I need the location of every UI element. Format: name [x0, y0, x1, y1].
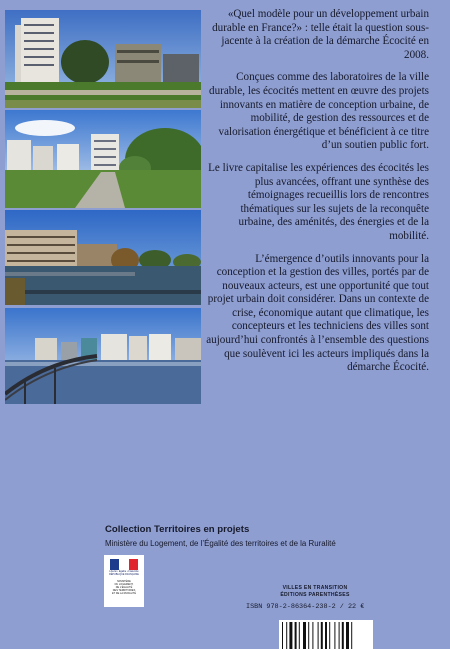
collection-title: Collection Territoires en projets	[105, 524, 250, 535]
cover-photo-2	[5, 110, 201, 208]
cover-photo-4	[5, 308, 201, 404]
ministry-name: Ministère du Logement, de l’Égalité des territoires et de la Ruralité	[105, 539, 336, 548]
french-flag-icon	[110, 559, 138, 570]
blurb-paragraph: «Quel modèle pour un développement urbain durable en France?» : telle était la question sous-jacente à la création de la démarche Écocité en 2008.	[212, 8, 429, 61]
republique-francaise-logo	[104, 555, 144, 607]
barcode-bar	[289, 622, 292, 649]
barcode-bar	[303, 622, 306, 649]
publisher-block	[257, 585, 373, 599]
blurb-paragraph: Conçues comme des laboratoires de la ville durable, les écocités mettent en œuvre des projets innovants en matière de conception urbaine, de mobilité, de gestion des ressources et de valorisation énergétique et bénéficient à ce titre d’un soutien public fort.	[209, 71, 429, 152]
logo-ministry-line: MINISTÈRE	[117, 580, 131, 583]
publisher-name: ÉDITIONS PARENTHÈSES	[280, 592, 350, 598]
barcode-bar	[282, 622, 283, 649]
barcode-bar	[308, 622, 309, 649]
barcode-bar	[339, 622, 340, 649]
photo-riverside-housing-icon	[5, 210, 201, 305]
barcode	[279, 620, 373, 649]
flag-stripe-white	[119, 559, 128, 570]
isbn-price: ISBN 978-2-86364-238-2 / 22 €	[246, 603, 365, 611]
logo-ministry-line: DE L’ÉGALITÉ	[115, 586, 133, 589]
barcode-bar	[318, 622, 319, 649]
barcode-bar	[286, 622, 287, 649]
barcode-bar	[342, 622, 344, 649]
flag-stripe-red	[129, 559, 138, 570]
blurb-paragraph: L’émergence d’outils innovants pour la conception et la gestion des villes, portés par de nouveaux acteurs, est une opportunité que tout projet urbain doit considérer. Dans un contexte de crise, économique autant que climatique, les concepteurs et les techniciens des villes sont aujourd’hui confrontés à l’ensemble des questions que soulèvent ici les acteurs impliqués dans la démarche Écocité.	[206, 252, 429, 374]
barcode-bar	[299, 622, 300, 649]
cover-photo-1	[5, 10, 201, 108]
barcode-bar	[346, 622, 349, 649]
photo-modern-buildings-park-icon	[5, 10, 201, 108]
photo-residential-blocks-trees-icon	[5, 110, 201, 208]
flag-stripe-blue	[110, 559, 119, 570]
logo-ministry-line: ET DE LA RURALITÉ	[112, 592, 136, 595]
barcode-bar	[312, 622, 313, 649]
logo-ministry-line: DES TERRITOIRES	[112, 589, 136, 592]
barcode-bar	[351, 622, 352, 649]
barcode-bar	[325, 622, 327, 649]
photo-footbridge-over-water-icon	[5, 308, 201, 404]
barcode-bar	[295, 622, 297, 649]
series-name: VILLES EN TRANSITION	[282, 585, 348, 591]
back-cover-blurb	[206, 8, 429, 384]
logo-ministry-text	[106, 580, 142, 595]
barcode-icon	[279, 620, 373, 649]
logo-motto: Liberté • Égalité • Fraternité RÉPUBLIQUE FRANÇAISE	[109, 570, 139, 576]
blurb-paragraph: Le livre capitalise les expériences des écocités les plus avancées, offrant une synthèse des témoignages recueillis lors de rencontres thématiques sur les sujets de la reconquête urbaine, des aménités, des énergies et de la mobilité.	[208, 161, 429, 242]
barcode-bar	[334, 622, 335, 649]
cover-photo-3	[5, 210, 201, 305]
barcode-bar	[321, 622, 323, 649]
barcode-bar	[329, 622, 330, 649]
logo-ministry-line: DU LOGEMENT,	[114, 583, 134, 586]
